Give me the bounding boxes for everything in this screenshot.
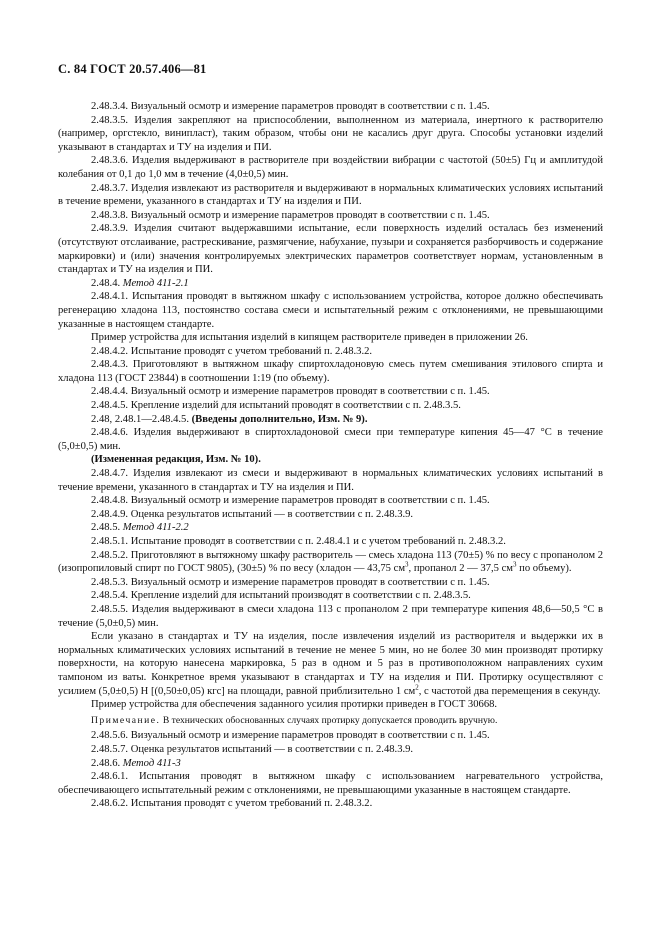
superscript: 3 (513, 560, 517, 569)
paragraph-text: по объему). (516, 563, 572, 575)
paragraph-text: , с частотой два перемещения в секунду. (418, 685, 601, 697)
method-title: Метод 411-3 (122, 757, 181, 769)
paragraph-2-48-4-2: 2.48.4.2. Испытание проводят с учетом требований п. 2.48.3.2. (91, 345, 373, 357)
paragraph-2-48-3-8: 2.48.3.8. Визуальный осмотр и измерение параметров проводят в соответствии с п. 1.45. (91, 209, 490, 221)
paragraph-text: , пропанол 2 — 37,5 см (408, 563, 514, 575)
paragraph-2-48-4-8: 2.48.4.8. Визуальный осмотр и измерение параметров проводят в соответствии с п. 1.45. (91, 495, 490, 507)
paragraph-2-48-4-7: 2.48.4.7. Изделия извлекают из смеси и выдерживают в нормальных климатических условиях испытаний в течение времени, указанного в стандартах и ТУ на изделия и ПИ. (58, 468, 603, 493)
paragraph-2-48-6-1: 2.48.6.1. Испытания проводят в вытяжном шкафу с использованием нагревательного устройства, обеспечивающего испытательный режим с отклонениями, не превышающими указанные в настоящем стандарте. (58, 771, 603, 796)
superscript: 2 (415, 683, 419, 691)
paragraph-2-48-3-9: 2.48.3.9. Изделия считают выдержавшими испытание, если поверхность изделий осталась без изменений (отсутствуют отслаивание, растрескивание, размягчение, набухание, пузыри и сохраняется разборчивость и содержание маркировки) и (или) значения контролируемых электрических параметров соответствует нормам, установленным в стандартах и ТУ на изделия и ПИ. (58, 223, 603, 276)
method-title: Метод 411-2.2 (122, 522, 189, 534)
paragraph-2-48-4-4: 2.48.4.4. Визуальный осмотр и измерение параметров проводят в соответствии с п. 1.45. (91, 386, 490, 398)
method-title: Метод 411-2.1 (122, 277, 189, 289)
paragraph-2-48-5-2 (58, 549, 603, 576)
paragraph-2-48-4-1: 2.48.4.1. Испытания проводят в вытяжном шкафу с использованием устройства, которое должно обеспечивать регенерацию хладона 113, постоянство состава смеси и испытательный режим с отклонениями, не превышающими указанные в настоящем стандарте. (58, 291, 603, 330)
paragraph-2-48-5-1: 2.48.5.1. Испытание проводят в соответствии с п. 2.48.4.1 и с учетом требований п. 2.48.3.2. (91, 536, 506, 547)
section-heading-2-48-5 (58, 521, 603, 535)
paragraph-example-device: Пример устройства для испытания изделий в кипящем растворителе приведен в приложении 26. (91, 332, 528, 344)
paragraph-2-48-5-7: 2.48.5.7. Оценка результатов испытаний — в соответствии с п. 2.48.3.9. (91, 743, 414, 755)
page-header: С. 84 ГОСТ 20.57.406—81 (58, 62, 207, 76)
paragraph-2-48-5-6: 2.48.5.6. Визуальный осмотр и измерение параметров проводят в соответствии с п. 1.45. (91, 730, 490, 742)
paragraph-text: Если указано в стандартах и ТУ на изделия, после извлечения изделий из растворителя и выдержки их в нормальных климатических условиях испытаний в течение не менее 5 мин, но не более 30 мин производят протирку поверхности, на которую нанесена маркировка, 5 раз в одном и 5 раз в противоположном направлениях сухим тампоном из ваты. Конкретное время указывают в стандартах и ТУ на изделия и ПИ. Протирку осуществляют с усилием (5,0±0,5) Н [(0,50±0,05) кгс] на площади, равной приблизительно 1 см (58, 631, 603, 697)
section-number: 2.48.6. (91, 757, 121, 769)
paragraph-2-48-4-3: 2.48.4.3. Приготовляют в вытяжном шкафу спиртохладоновую смесь путем смешивания этилового спирта и хладона 113 (ГОСТ 23844) в соотношении 1:19 (по объему). (58, 359, 603, 384)
amendment-note-10: (Измененная редакция, Изм. № 10). (91, 454, 261, 466)
paragraph-2-48-5-3: 2.48.5.3. Визуальный осмотр и измерение параметров проводят в соответствии с п. 1.45. (91, 576, 490, 588)
document-body (58, 100, 603, 811)
section-heading-2-48-4 (58, 277, 603, 291)
paragraph-2-48-5-5: 2.48.5.5. Изделия выдерживают в смеси хладона 113 с пропанолом 2 при температуре кипения 48,6—50,5 °С в течение (5,0±0,5) мин. (58, 603, 603, 629)
paragraph-2-48-3-4: 2.48.3.4. Визуальный осмотр и измерение параметров проводят в соответствии с п. 1.45. (91, 101, 490, 112)
paragraph-wipe-example: Пример устройства для обеспечения заданного усилия протирки приведен в ГОСТ 30668. (91, 699, 498, 711)
paragraph-2-48-5-4: 2.48.5.4. Крепление изделий для испытаний производят в соответствии с п. 2.48.3.5. (91, 590, 471, 602)
amendment-prefix: 2.48, 2.48.1—2.48.4.5. (91, 413, 189, 425)
paragraph-text: 2.48.5.2. Приготовляют в вытяжному шкафу растворитель — смесь хладона 113 (70±5) % по весу с пропанолом 2 (изопропиловый спирт по ГОСТ 9805), (30±5) % по весу (хладон — 43,75 см (58, 549, 604, 575)
paragraph-2-48-6-2: 2.48.6.2. Испытания проводят с учетом требований п. 2.48.3.2. (91, 798, 373, 810)
note (58, 714, 603, 728)
note-text: В технических обоснованных случаях протирку допускается проводить вручную. (160, 714, 498, 726)
section-number: 2.48.4. (91, 277, 121, 289)
paragraph-2-48-4-5: 2.48.4.5. Крепление изделий для испытаний проводят в соответствии с п. 2.48.3.5. (91, 400, 461, 412)
amendment-bold: (Введены дополнительно, Изм. № 9). (191, 413, 368, 425)
paragraph-2-48-4-6: 2.48.4.6. Изделия выдерживают в спиртохладоновой смеси при температуре кипения 45—47 °С в течение (5,0±0,5) мин. (58, 427, 603, 452)
paragraph-2-48-4-9: 2.48.4.9. Оценка результатов испытаний — в соответствии с п. 2.48.3.9. (91, 508, 414, 520)
paragraph-2-48-3-6: 2.48.3.6. Изделия выдерживают в растворителе при воздействии вибрации с частотой (50±5) Гц и амплитудой колебания от 0,1 до 1,0 мм в течение (4,0±0,5) мин. (58, 155, 603, 180)
amendment-note-9 (58, 413, 603, 427)
section-number: 2.48.5. (91, 522, 121, 534)
section-heading-2-48-6 (58, 757, 603, 771)
note-label: Примечание. (91, 714, 161, 726)
paragraph-2-48-3-5: 2.48.3.5. Изделия закрепляют на приспособлении, выполненном из материала, инертного к растворителю (например, оргстекло, винипласт), таким образом, чтобы они не касались друг друга. Способы установки изделий указывают в стандартах и ТУ на изделия и ПИ. (58, 114, 603, 153)
paragraph-2-48-3-7: 2.48.3.7. Изделия извлекают из растворителя и выдерживают в нормальных климатических условиях испытаний в течение времени, указанного в стандартах и ТУ на изделия и ПИ. (58, 182, 603, 208)
paragraph-wipe-procedure (58, 630, 603, 698)
superscript: 3 (405, 560, 409, 569)
